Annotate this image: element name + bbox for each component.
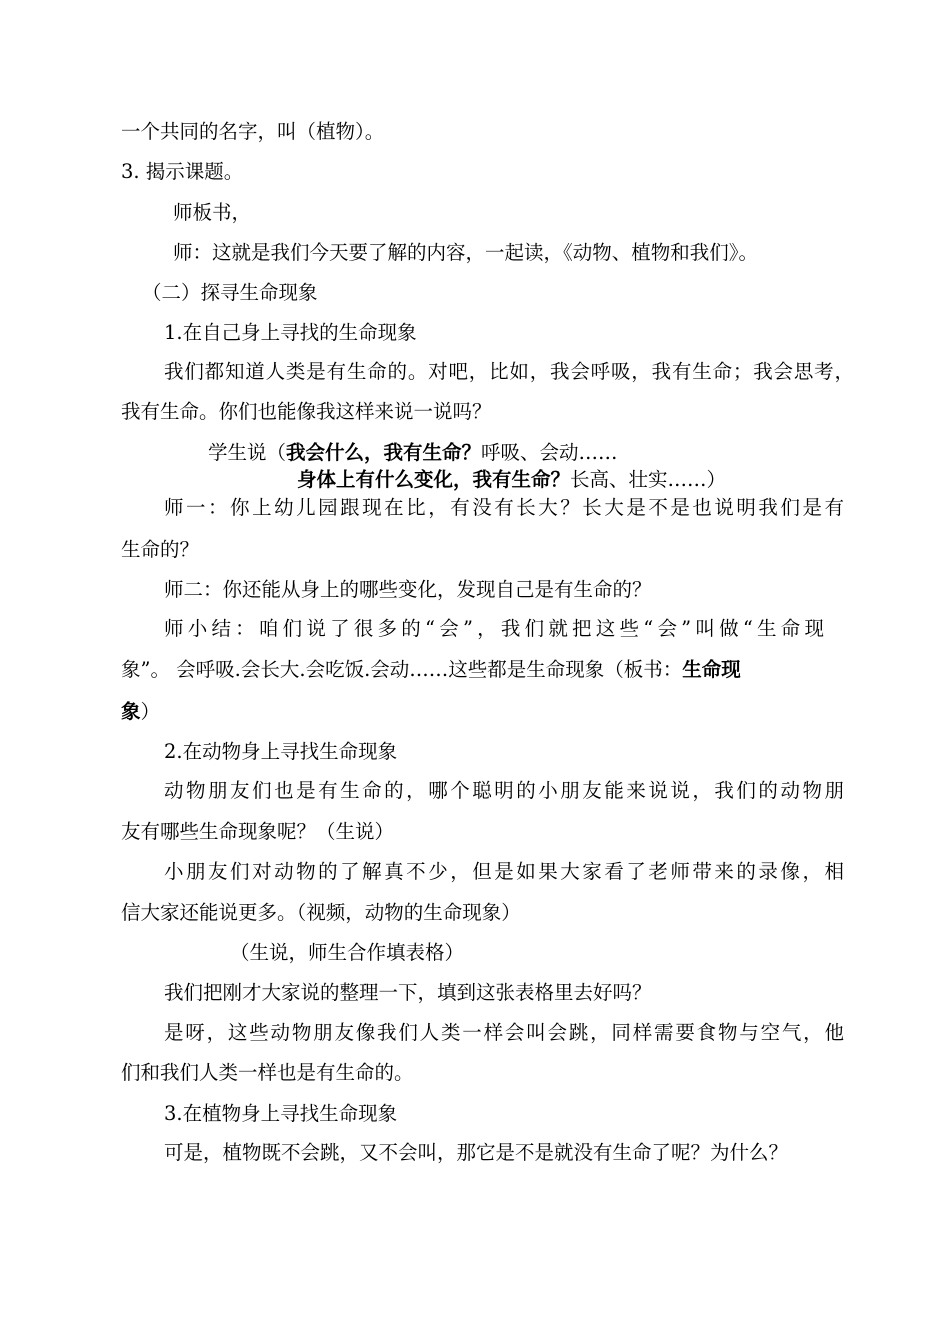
paragraph-line: 师二：你还能从身上的哪些变化，发现自己是有生命的？ [164, 578, 652, 601]
paragraph-line: 我们都知道人类是有生命的。对吧，比如，我会呼吸，我有生命；我会思考， [164, 360, 854, 383]
answer-prompt-bold: 我会什么，我有生命？ [286, 441, 482, 464]
answer-examples: 长高、壮实……） [570, 468, 727, 491]
student-answer-line [208, 439, 618, 467]
student-answer-line [297, 466, 726, 494]
text-line: 师：这就是我们今天要了解的内容，一起读，《动物、植物和我们》。 [173, 241, 759, 264]
paragraph-line: 是呀，这些动物朋友像我们人类一样会叫会跳，同样需要食物与空气，他 [164, 1021, 844, 1044]
paragraph-line: 可是，植物既不会跳，又不会叫，那它是不是就没有生命了呢？为什么？ [164, 1141, 789, 1164]
answer-examples: 呼吸、会动…… [481, 441, 618, 464]
paragraph-line: 师小结：咱们说了很多的“会”，我们就把这些“会”叫做“生命现 [164, 617, 824, 640]
paragraph-line: 动物朋友们也是有生命的，哪个聪明的小朋友能来说说，我们的动物朋 [164, 779, 844, 802]
subsection-heading: 3.在植物身上寻找生命现象 [164, 1102, 398, 1125]
paragraph-line: 师一：你上幼儿园跟现在比，有没有长大？长大是不是也说明我们是有 [164, 496, 844, 519]
paragraph-line: 们和我们人类一样也是有生命的。 [121, 1061, 414, 1084]
paragraph-line: 生命的？ [121, 538, 200, 561]
paragraph-line [121, 698, 160, 726]
paragraph-line: 我有生命。你们也能像我这样来说一说吗？ [121, 400, 492, 423]
text-line: 师板书， [173, 201, 252, 224]
summary-text: ） [140, 700, 161, 723]
summary-text: 象”。 会呼吸.会长大.会吃饭.会动……这些都是生命现象（板书： [121, 658, 683, 681]
section-heading: （二）探寻生命现象 [142, 281, 318, 304]
paragraph-line: 友有哪些生命现象呢？（生说） [121, 820, 395, 843]
paragraph-line: 小朋友们对动物的了解真不少，但是如果大家看了老师带来的录像，相 [164, 860, 844, 883]
paragraph-line [121, 656, 741, 684]
subsection-heading: 2.在动物身上寻找生命现象 [164, 740, 398, 763]
text-line: （生说，师生合作填表格） [230, 941, 465, 964]
answer-prefix: 学生说（ [208, 441, 287, 464]
answer-prompt-bold: 身体上有什么变化，我有生命？ [297, 468, 571, 491]
paragraph-line: 我们把刚才大家说的整理一下，填到这张表格里去好吗？ [164, 981, 652, 1004]
subsection-heading: 1.在自己身上寻找的生命现象 [164, 321, 417, 344]
paragraph-line: 信大家还能说更多。（视频，动物的生命现象） [121, 901, 521, 924]
section-heading: 3. 揭示课题。 [121, 160, 244, 183]
board-writing-bold: 生命现 [682, 658, 741, 681]
board-writing-bold: 象 [121, 700, 141, 723]
text-line: 一个共同的名字，叫（植物）。 [121, 120, 385, 143]
